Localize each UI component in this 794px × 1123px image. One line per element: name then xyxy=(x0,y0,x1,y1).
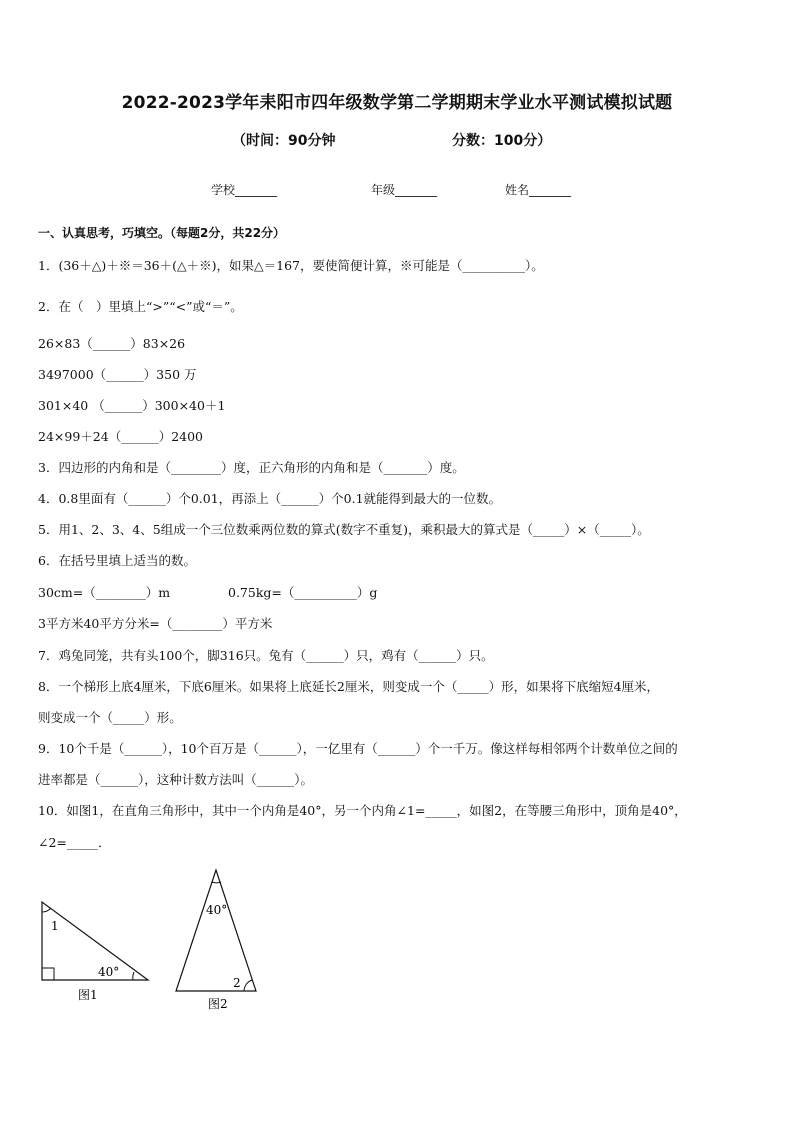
school-field[interactable]: 学校_______ xyxy=(211,183,278,197)
figure-2-mark: 2 xyxy=(233,976,241,990)
name-field[interactable]: 姓名_______ xyxy=(505,183,572,197)
question-3: 3．四边形的内角和是（________）度，正六角形的内角和是（_______）度。 xyxy=(38,460,465,475)
question-7: 7．鸡兔同笼，共有头100个，脚316只。兔有（______）只，鸡有（______）只。 xyxy=(38,648,494,663)
question-2a: 26×83（______）83×26 xyxy=(38,336,186,351)
figure-2-angle: 40° xyxy=(206,903,228,917)
page-title: 2022-2023学年耒阳市四年级数学第二学期期末学业水平测试模拟试题 xyxy=(121,93,673,113)
question-10-line1: 10．如图1，在直角三角形中，其中一个内角是40°，另一个内角∠1=_____，如图2，在等腰三角形中，顶角是40°， xyxy=(38,803,687,818)
question-10-line2: ∠2=_____． xyxy=(38,835,111,850)
figure-2-caption: 图2 xyxy=(208,997,228,1011)
question-6b: 0.75kg=（__________）g xyxy=(228,585,378,600)
figure-1-mark: 1 xyxy=(51,919,59,933)
exam-score: 分数：100分） xyxy=(452,133,552,149)
question-2b: 3497000（______）350 万 xyxy=(38,367,197,382)
exam-time: （时间：90分钟 xyxy=(232,133,336,149)
question-2d: 24×99＋24（______）2400 xyxy=(38,429,204,444)
figure-1-caption: 图1 xyxy=(78,988,98,1002)
question-9-line1: 9．10个千是（______），10个百万是（______），一亿里有（______）个一千万。像这样每相邻两个计数单位之间的 xyxy=(38,741,678,756)
question-4: 4．0.8里面有（______）个0.01，再添上（______）个0.1就能得到最大的一位数。 xyxy=(38,491,502,506)
question-1: 1．(36＋△)＋※＝36＋(△＋※)，如果△＝167，要使简便计算，※可能是（__________）。 xyxy=(38,258,544,273)
figure-2-triangle xyxy=(176,870,256,1011)
question-2c: 301×40 （______）300×40＋1 xyxy=(38,398,226,413)
question-6a: 30cm=（________）m xyxy=(38,585,171,600)
question-8-line2: 则变成一个（_____）形。 xyxy=(38,710,182,725)
question-6: 6．在括号里填上适当的数。 xyxy=(38,553,196,568)
question-6c: 3平方米40平方分米=（________）平方米 xyxy=(38,616,273,631)
figure-1-triangle xyxy=(42,902,148,1002)
question-9-line2: 进率都是（______），这种计数方法叫（______）。 xyxy=(38,772,314,787)
question-8-line1: 8．一个梯形上底4厘米，下底6厘米。如果将上底延长2厘米，则变成一个（_____）形，如果将下底缩短4厘米， xyxy=(38,679,660,694)
figure-1-angle: 40° xyxy=(98,965,120,979)
question-5: 5．用1、2、3、4、5组成一个三位数乘两位数的算式(数字不重复)，乘积最大的算式是（_____）×（_____）。 xyxy=(38,522,650,537)
figures xyxy=(30,860,270,1020)
section-heading: 一、认真思考，巧填空。（每题2分，共22分） xyxy=(38,226,286,240)
question-2: 2．在（ ）里填上“>”“<”或“＝”。 xyxy=(38,299,243,314)
grade-field[interactable]: 年级_______ xyxy=(371,183,438,197)
